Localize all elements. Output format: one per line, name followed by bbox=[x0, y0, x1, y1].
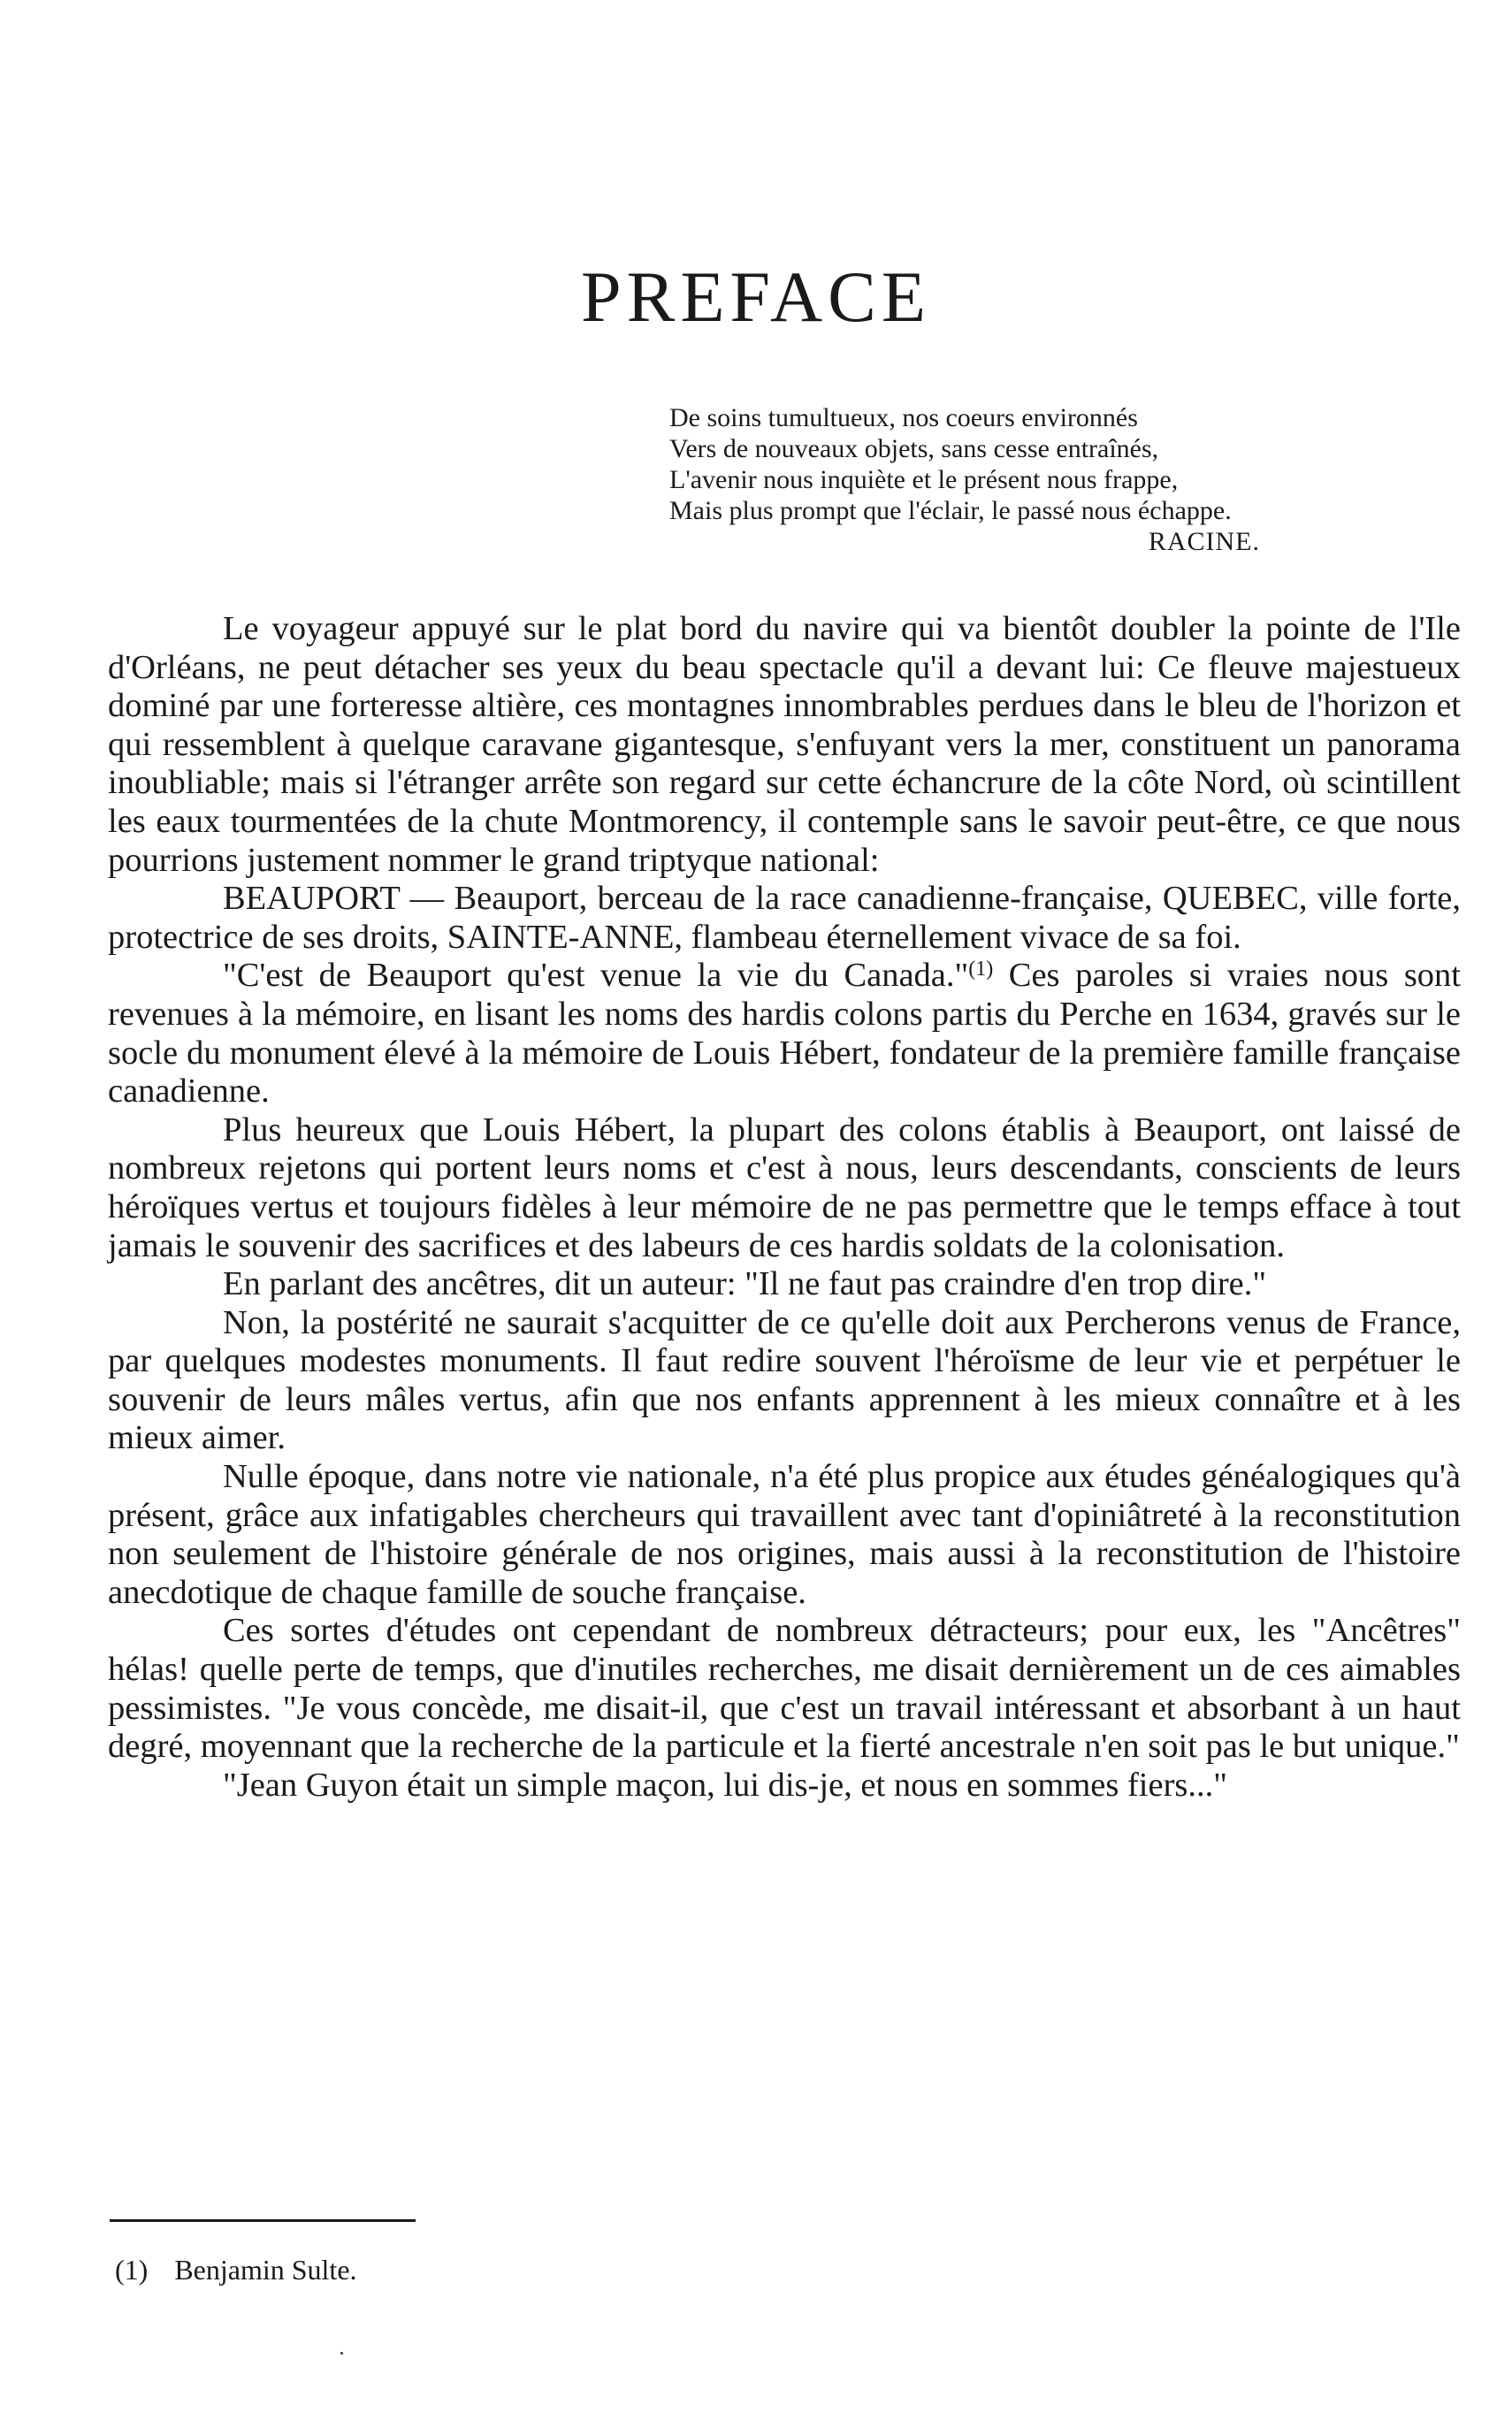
epigraph-author: RACINE. bbox=[1148, 527, 1260, 556]
paragraph: "Jean Guyon était un simple maçon, lui dis-je, et nous en sommes fiers..." bbox=[223, 1766, 1227, 1804]
footnote-divider bbox=[110, 2219, 416, 2222]
epigraph-line: De soins tumultueux, nos coeurs environnés bbox=[669, 403, 1138, 432]
quote-text: "C'est de Beauport qu'est venue la vie du Canada." bbox=[223, 957, 969, 995]
paragraph: En parlant des ancêtres, dit un auteur: "Il ne faut pas craindre d'en trop dire." bbox=[223, 1265, 1267, 1303]
page-title: PREFACE bbox=[581, 256, 931, 337]
footnote bbox=[115, 2253, 357, 2286]
epigraph-line: Mais plus prompt que l'éclair, le passé nous échappe. bbox=[669, 496, 1232, 525]
epigraph-line: Vers de nouveaux objets, sans cesse entraînés, bbox=[669, 434, 1159, 463]
epigraph-line: L'avenir nous inquiète et le présent nous frappe, bbox=[669, 465, 1179, 494]
footnote-text: Benjamin Sulte. bbox=[174, 2254, 357, 2286]
footnote-reference: (1) bbox=[968, 958, 994, 981]
epigraph bbox=[669, 402, 1447, 557]
paragraph: Ces sortes d'études ont cependant de nombreux détracteurs; pour eux, les "Ancêtres" hélas! quelle perte de temps, que d'inutiles recherches, me disait dernièrement un de ces aimables pessimistes. "Je vous concède, me disait-il, que c'est un travail intéressant et absorbant à un haut degré, moyennant que la recherche de la particule et la fierté ancestrale n'en soit pas le but unique." bbox=[108, 1612, 1461, 1766]
paragraph: BEAUPORT — Beauport, berceau de la race canadienne-française, QUEBEC, ville forte, protectrice de ses droits, SAINTE-ANNE, flambeau éternellement vivace de sa foi. bbox=[108, 880, 1461, 956]
quote-continuation: Ces paroles si vraies nous sont revenues à la mémoire, en lisant les noms des hardis colons partis du Perche en 1634, gravés sur le socle du monument élevé à la mémoire de Louis Hébert, fondateur de la première famille française canadienne. bbox=[108, 957, 1461, 1111]
body-text bbox=[108, 610, 1461, 1805]
footnote-mark: (1) bbox=[115, 2254, 149, 2286]
paragraph: Non, la postérité ne saurait s'acquitter de ce qu'elle doit aux Percherons venus de France, par quelques modestes monuments. Il faut redire souvent l'héroïsme de leur vie et perpétuer le souvenir de leurs mâles vertus, afin que nos enfants apprennent à les mieux connaître et à les mieux aimer. bbox=[108, 1303, 1461, 1457]
paragraph: Plus heureux que Louis Hébert, la plupart des colons établis à Beauport, ont laissé de nombreux rejetons qui portent leurs noms et c'est à nous, leurs descendants, conscients de leurs héroïques vertus et toujours fidèles à leur mémoire de ne pas permettre que le temps efface à tout jamais le souvenir des sacrifices et des labeurs de ces hardis soldats de la colonisation. bbox=[108, 1111, 1461, 1264]
print-speck bbox=[340, 2352, 343, 2355]
paragraph bbox=[108, 957, 1461, 1111]
paragraph: Le voyageur appuyé sur le plat bord du navire qui va bientôt doubler la pointe de l'Ile d'Orléans, ne peut détacher ses yeux du beau spectacle qu'il a devant lui: Ce fleuve majestueux dominé par une forteresse altière, ces montagnes innombrables perdues dans le bleu de l'horizon et qui ressemblent à quelque caravane gigantesque, s'enfuyant vers la mer, constituent un panorama inoubliable; mais si l'étranger arrête son regard sur cette échancrure de la côte Nord, où scintillent les eaux tourmentées de la chute Montmorency, il contemple sans le savoir peut-être, ce que nous pourrions justement nommer le grand triptyque national: bbox=[108, 610, 1461, 879]
paragraph: Nulle époque, dans notre vie nationale, n'a été plus propice aux études généalogiques qu'à présent, grâce aux infatigables chercheurs qui travaillent avec tant d'opiniâtreté à la reconstitution non seulement de l'histoire générale de nos origines, mais aussi à la reconstitution de l'histoire anecdotique de chaque famille de souche française. bbox=[108, 1458, 1461, 1611]
